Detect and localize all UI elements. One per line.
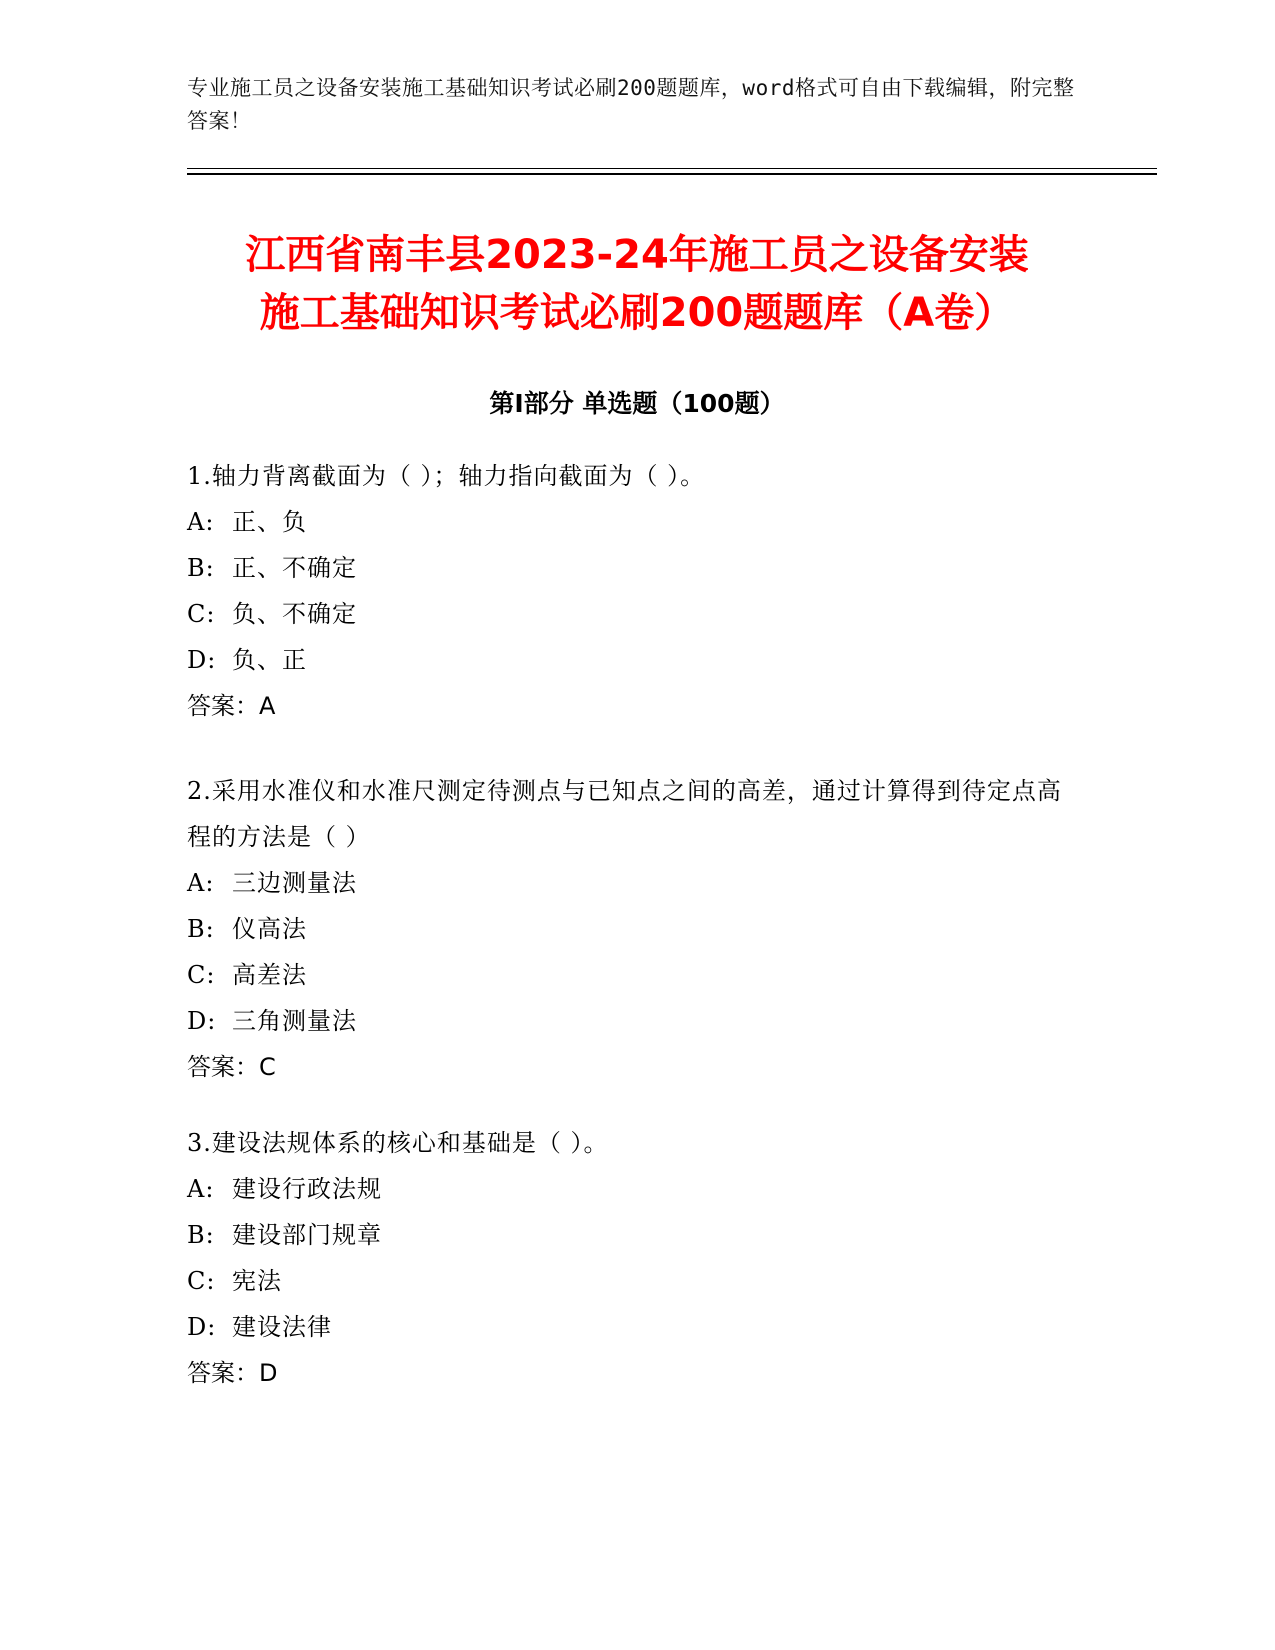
document-title-line-2: 施工基础知识考试必刷200题题库（A卷） — [259, 290, 1015, 336]
option-key: A: — [187, 869, 215, 897]
header-note: 专业施工员之设备安装施工基础知识考试必刷200题题库，word格式可自由下载编辑，附完整答案！ — [187, 76, 1075, 133]
option-a — [187, 1166, 1067, 1212]
option-text: 宪法 — [232, 1267, 282, 1295]
option-c — [187, 1258, 1067, 1304]
option-text: 三角测量法 — [232, 1007, 357, 1035]
option-text: 负、正 — [232, 646, 307, 674]
option-key: B: — [187, 1221, 215, 1249]
option-key: C: — [187, 1267, 216, 1295]
option-key: B: — [187, 915, 215, 943]
option-d — [187, 637, 1067, 683]
option-b — [187, 1212, 1067, 1258]
answer: 答案：C — [187, 1053, 276, 1081]
section-title: 第Ⅰ部分 单选题（100题） — [489, 389, 785, 418]
question-2 — [187, 768, 1067, 1090]
option-text: 三边测量法 — [232, 869, 357, 897]
option-a — [187, 860, 1067, 906]
option-text: 高差法 — [232, 961, 307, 989]
option-text: 建设法律 — [232, 1313, 332, 1341]
option-b — [187, 906, 1067, 952]
option-b — [187, 545, 1067, 591]
option-key: D: — [187, 1007, 217, 1035]
option-key: D: — [187, 646, 217, 674]
option-d — [187, 998, 1067, 1044]
option-key: B: — [187, 554, 215, 582]
option-c — [187, 952, 1067, 998]
question-stem: 2.采用水准仪和水准尺测定待测点与已知点之间的高差，通过计算得到待定点高程的方法是（ ） — [187, 777, 1062, 851]
document-title — [187, 226, 1087, 342]
question-stem: 3.建设法规体系的核心和基础是（ ）。 — [187, 1129, 609, 1157]
option-key: C: — [187, 961, 216, 989]
option-text: 建设行政法规 — [232, 1175, 382, 1203]
option-d — [187, 1304, 1067, 1350]
document-title-line-1: 江西省南丰县2023-24年施工员之设备安装 — [245, 232, 1029, 278]
option-text: 建设部门规章 — [232, 1221, 382, 1249]
option-text: 仪高法 — [232, 915, 307, 943]
option-text: 正、负 — [232, 508, 307, 536]
option-a — [187, 499, 1067, 545]
option-key: A: — [187, 1175, 215, 1203]
question-1 — [187, 453, 1067, 729]
option-key: C: — [187, 600, 216, 628]
answer: 答案：D — [187, 1359, 278, 1387]
header-divider-thin — [187, 168, 1157, 169]
answer: 答案：A — [187, 692, 276, 720]
option-key: D: — [187, 1313, 217, 1341]
option-text: 负、不确定 — [232, 600, 357, 628]
question-3 — [187, 1120, 1067, 1396]
option-text: 正、不确定 — [232, 554, 357, 582]
option-key: A: — [187, 508, 215, 536]
question-stem: 1.轴力背离截面为（ ）；轴力指向截面为（ ）。 — [187, 462, 706, 490]
option-c — [187, 591, 1067, 637]
header-divider-thick — [187, 173, 1157, 175]
